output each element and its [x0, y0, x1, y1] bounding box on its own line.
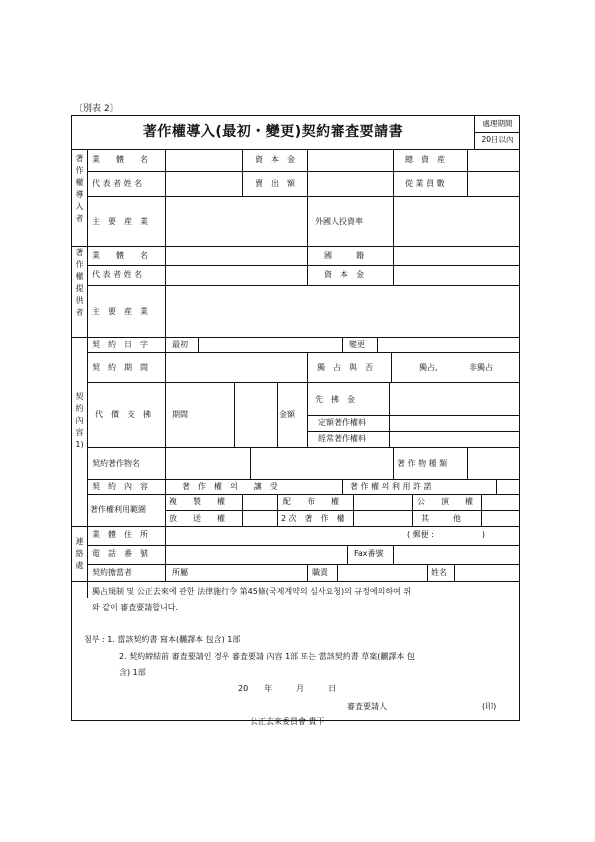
- attachment-2-continued: 含) 1部: [119, 668, 146, 677]
- attachment-1: 첨부 : 1. 當該契約書 寫本(飜譯本 包含) 1部: [84, 635, 241, 644]
- col-line: [277, 382, 278, 447]
- row-line: [165, 510, 519, 511]
- addressee: 公正去來委員會 貴下: [250, 717, 325, 726]
- col-line: [481, 494, 482, 526]
- col-line: [242, 494, 243, 526]
- row-line: [307, 431, 519, 432]
- col-line: [391, 352, 392, 382]
- other-right-label: 其 他: [421, 514, 461, 523]
- importer-capital-label: 資 本 金: [255, 155, 295, 164]
- fax-number-label: Fax番號: [354, 549, 384, 558]
- row-line: [87, 171, 519, 172]
- broadcast-right-label: 放 送 權: [169, 514, 225, 523]
- col-line: [496, 479, 497, 494]
- col-line: [307, 382, 308, 447]
- row-line: [87, 382, 519, 383]
- contract-change-label: 變更: [349, 340, 365, 349]
- col-line: [342, 479, 343, 494]
- importer-foreign-ratio-label: 外國人投資率: [315, 217, 363, 226]
- row-line: [87, 285, 519, 286]
- col-line: [165, 149, 166, 246]
- importer-company-label: 業 體 名: [92, 155, 148, 164]
- col-line: [277, 494, 278, 526]
- section-label-contact: 連絡處: [75, 537, 84, 570]
- col-line: [393, 246, 394, 285]
- section-label-importer: 著作權導入者: [75, 154, 84, 223]
- col-line: [454, 564, 455, 581]
- contact-statement-divider: [72, 581, 519, 582]
- row-line: [87, 352, 519, 353]
- performance-right-label: 公 演 權: [417, 497, 473, 506]
- col-line: [393, 545, 394, 564]
- col-line: [393, 447, 394, 479]
- distribution-right-label: 配 布 權: [283, 497, 339, 506]
- col-line: [165, 246, 166, 337]
- importer-industry-label: 主 要 産 業: [92, 217, 148, 226]
- non-exclusive-option: 非獨占: [469, 363, 493, 372]
- section-column-divider: [87, 149, 88, 598]
- importer-employees-label: 從 業 員 數: [405, 179, 445, 188]
- provider-representative-label: 代 表 者 姓 名: [92, 270, 143, 279]
- postal-code-label: ( 郵便 : ): [407, 530, 486, 539]
- col-line: [467, 447, 468, 479]
- row-line: [87, 545, 519, 546]
- seal-mark: (印): [482, 702, 497, 711]
- reproduction-right-label: 複 製 權: [169, 497, 225, 506]
- col-line: [198, 337, 199, 352]
- department-label: 所屬: [172, 568, 188, 577]
- row-line: [87, 196, 519, 197]
- attachment-2: 2. 契約締結前 審査要請인 경우 審査要請 內容 1部 또는 當該契約書 草案(飜譯本 包: [119, 652, 415, 661]
- row-line: [307, 415, 519, 416]
- col-line: [250, 447, 251, 479]
- payment-label: 代 價 支 拂: [95, 410, 151, 419]
- provider-company-label: 業 體 名: [92, 251, 148, 260]
- fixed-fee-label: 定額著作權料: [318, 418, 366, 427]
- col-line: [393, 149, 394, 246]
- importer-representative-label: 代 表 者 姓 名: [92, 179, 143, 188]
- importer-provider-divider: [72, 246, 519, 247]
- processing-period-label: 處理期間: [475, 116, 520, 133]
- exclusive-option: 獨占,: [419, 363, 438, 372]
- col-line: [389, 382, 390, 447]
- rights-license-label: 著 作 權 의 利 用 許 諾: [350, 482, 432, 491]
- form-title: 著作權導入(最初・變更)契約審査要請書: [142, 124, 404, 140]
- derivative-right-label: 2 次 著 作 權: [281, 514, 345, 523]
- processing-period-value: 20日以內: [481, 135, 514, 144]
- col-line: [307, 564, 308, 581]
- work-type-label: 著 作 物 種 類: [397, 459, 448, 468]
- statement-line-1: 獨占規制 및 公正去來에 관한 法律施行令 第45條(국제계약의 심사요청)의 규정에의하여 위: [92, 587, 412, 596]
- position-label: 職責: [312, 568, 328, 577]
- payment-term-label: 期間: [172, 410, 188, 419]
- contract-initial-label: 最初: [172, 340, 188, 349]
- row-line: [87, 447, 519, 448]
- work-name-label: 契約著作物名: [92, 459, 140, 468]
- provider-capital-label: 資 本 金: [324, 270, 364, 279]
- section-label-provider: 著作權提供者: [75, 248, 84, 317]
- rights-transfer-label: 著 作 權 의 讓 受: [182, 482, 278, 491]
- phone-number-label: 電 話 番 號: [92, 549, 148, 558]
- form-annex-label: 〔別表 2〕: [74, 104, 119, 114]
- col-line: [307, 352, 308, 382]
- advance-payment-label: 先 拂 金: [315, 395, 355, 404]
- section-label-contract: 契約內容1): [75, 392, 84, 449]
- review-request-form: [71, 115, 520, 726]
- col-line: [427, 564, 428, 581]
- processing-period-box: [474, 116, 520, 149]
- importer-sales-label: 賣 出 額: [255, 179, 295, 188]
- form-header: [72, 116, 519, 150]
- running-fee-label: 經常著作權料: [318, 434, 366, 443]
- provider-nationality-label: 國 籍: [324, 251, 364, 260]
- col-line: [467, 149, 468, 196]
- col-line: [242, 149, 243, 196]
- col-line: [307, 246, 308, 285]
- contract-date-label: 契 約 日 字: [92, 340, 148, 349]
- provider-contract-divider: [72, 337, 519, 338]
- col-line: [377, 337, 378, 352]
- statement-line-2: 와 같이 審査要請합니다.: [92, 603, 178, 612]
- contract-period-label: 契 約 期 間: [92, 363, 148, 372]
- col-line: [165, 337, 166, 526]
- request-date: 20 年 月 日: [238, 684, 337, 693]
- row-line: [87, 494, 519, 495]
- payment-amount-label: 金額: [279, 410, 295, 419]
- contract-manager-label: 契約擔當者: [92, 568, 132, 577]
- contract-contact-divider: [72, 526, 519, 527]
- col-line: [342, 337, 343, 352]
- col-line: [307, 149, 308, 246]
- col-line: [347, 545, 348, 564]
- exclusive-question-label: 獨 占 與 否: [317, 363, 373, 372]
- col-line: [234, 382, 235, 447]
- contract-content-label: 契 約 內 容: [92, 482, 148, 491]
- col-line: [165, 526, 166, 581]
- manager-name-label: 姓名: [431, 568, 447, 577]
- col-line: [353, 494, 354, 526]
- importer-total-assets-label: 總 資 産: [405, 155, 445, 164]
- col-line: [412, 494, 413, 526]
- applicant-label: 審査要請人: [347, 702, 387, 711]
- company-address-label: 業 體 住 所: [92, 530, 148, 539]
- row-line: [87, 265, 519, 266]
- col-line: [337, 564, 338, 581]
- usage-scope-label: 著作權利用範圍: [90, 505, 146, 514]
- row-line: [87, 479, 519, 480]
- provider-industry-label: 主 要 産 業: [92, 307, 148, 316]
